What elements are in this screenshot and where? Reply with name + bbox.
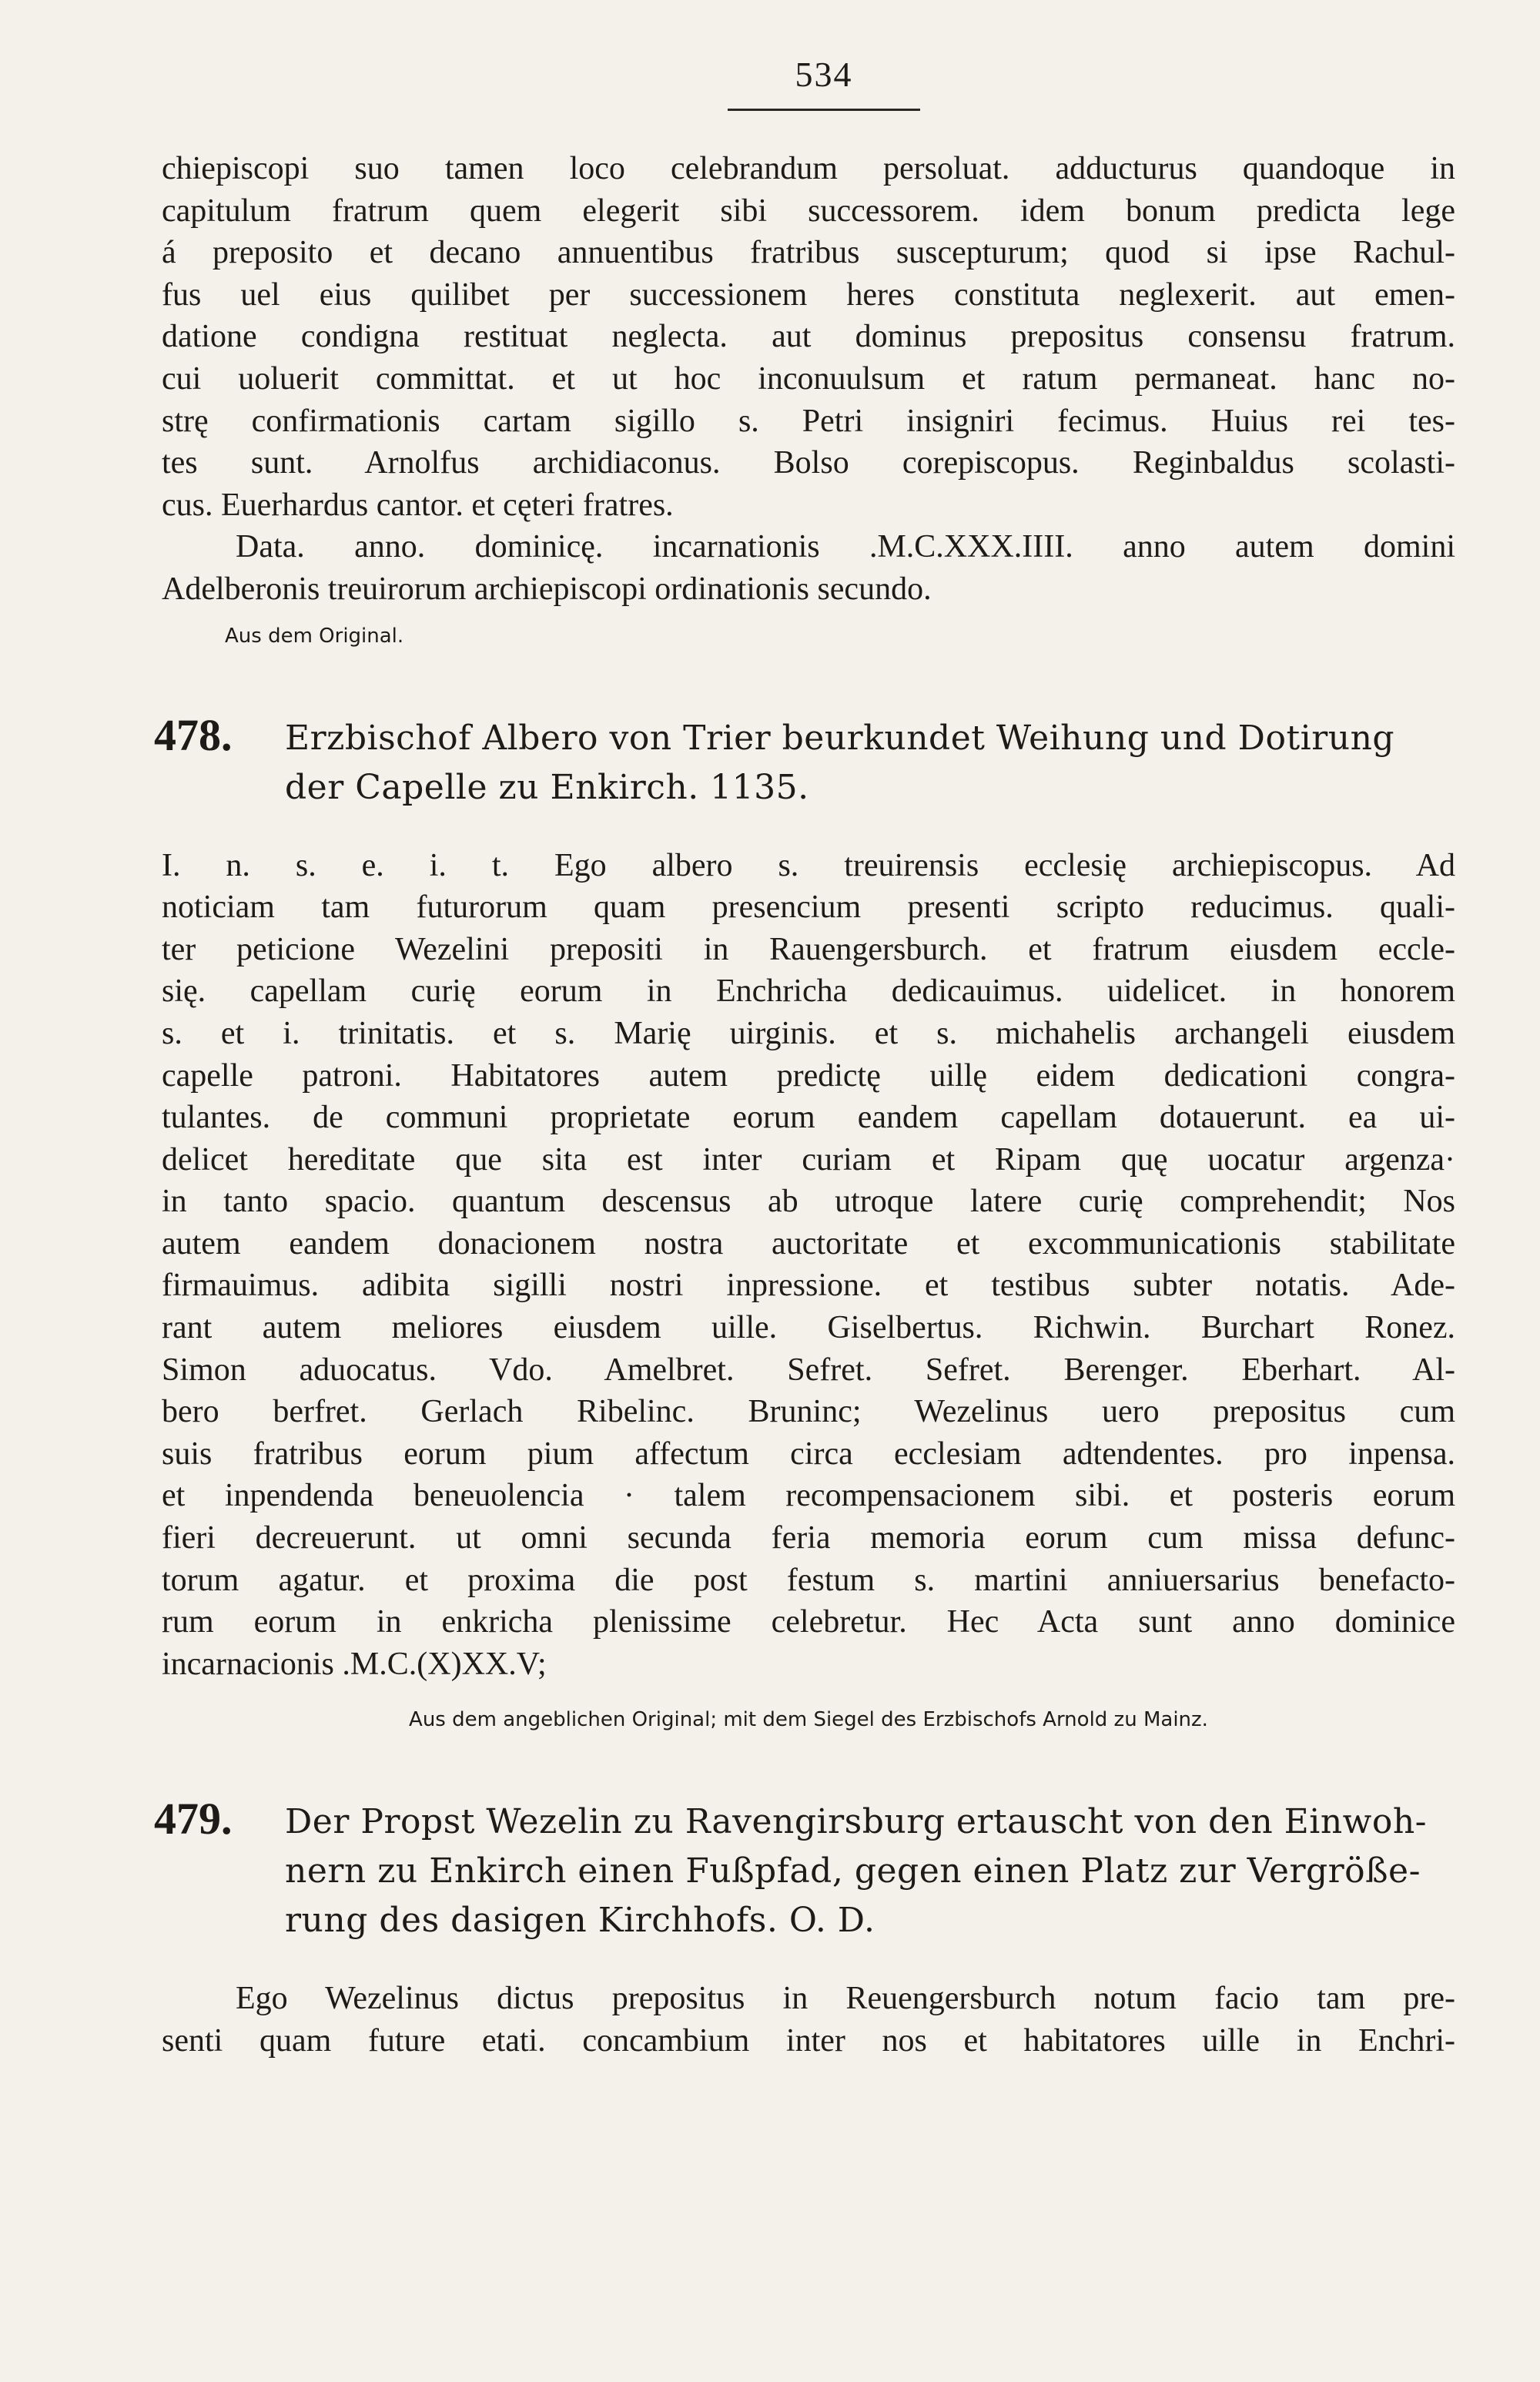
date-line: Adelberonis treuirorum archiepiscopi ordinationis secundo.: [162, 571, 932, 607]
charter-heading-479: [154, 1794, 1455, 1945]
text-line: incarnacionis .M.C.(X)XX.V;: [162, 1646, 547, 1682]
charter-title: [162, 714, 1455, 812]
text-line: fieri decreuerunt. ut omni secunda feria memoria eorum cum missa defunc-: [162, 1520, 1455, 1556]
text-line: capelle patroni. Habitatores autem predictę uillę eidem dedicationi congra-: [162, 1057, 1455, 1094]
text-line: autem eandem donacionem nostra auctoritate et excommunicationis stabilitate: [162, 1225, 1455, 1261]
text-line: Ego Wezelinus dictus prepositus in Reuengersburch notum facio tam pre-: [236, 1981, 1455, 2017]
text-line: noticiam tam futurorum quam presencium presenti scripto reducimus. quali-: [162, 889, 1455, 926]
charter-number: 479.: [154, 1794, 233, 1844]
text-line: się. capellam curię eorum in Enchricha dedicauimus. uidelicet. in honorem: [162, 973, 1455, 1010]
text-line: I. n. s. e. i. t. Ego albero s. treuirensis ecclesię archiepiscopus. Ad: [162, 847, 1455, 883]
text-line: capitulum fratrum quem elegerit sibi successorem. idem bonum predicta lege: [162, 193, 1455, 229]
source-note: Aus dem angeblichen Original; mit dem Siegel des Erzbischofs Arnold zu Mainz.: [409, 1708, 1208, 1732]
title-line: Der Propst Wezelin zu Ravengirsburg ertauscht von den Einwoh-: [285, 1802, 1428, 1842]
text-line: in tanto spacio. quantum descensus ab utroque latere curię comprehendit; Nos: [162, 1184, 1455, 1220]
text-line: tulantes. de communi proprietate eorum eandem capellam dotauerunt. ea ui-: [162, 1100, 1455, 1136]
charter-479-text: [162, 1978, 1455, 2062]
text-line: delicet hereditate que sita est inter curiam et Ripam quę uocatur argenza·: [162, 1141, 1455, 1178]
text-line: fus uel eius quilibet per successionem heres constituta neglexerit. aut emen-: [162, 276, 1455, 313]
text-line: cus. Euerhardus cantor. et cęteri fratres.: [162, 487, 674, 523]
text-line: tes sunt. Arnolfus archidiaconus. Bolso corepiscopus. Reginbaldus scolasti-: [162, 445, 1455, 481]
text-line: senti quam future etati. concambium inter nos et habitatores uille in Enchri-: [162, 2023, 1455, 2059]
charter-heading-478: [154, 709, 1455, 812]
source-note: Aus dem Original.: [225, 624, 404, 648]
charter-478-text: [162, 845, 1455, 1686]
previous-charter-text: [162, 148, 1455, 526]
text-line: rum eorum in enkricha plenissime celebretur. Hec Acta sunt anno dominice: [162, 1604, 1455, 1640]
title-line: Erzbischof Albero von Trier beurkundet Weihung und Dotirung: [285, 718, 1395, 758]
text-line: á preposito et decano annuentibus fratribus suscepturum; quod si ipse Rachul-: [162, 235, 1455, 271]
charter-number: 478.: [154, 709, 233, 760]
previous-charter-date: [162, 526, 1455, 610]
text-line: torum agatur. et proxima die post festum s. martini anniuersarius benefacto-: [162, 1562, 1455, 1598]
charter-title: [162, 1797, 1455, 1945]
text-line: suis fratribus eorum pium affectum circa ecclesiam adtendentes. pro inpensa.: [162, 1436, 1455, 1472]
text-line: chiepiscopi suo tamen loco celebrandum persoluat. adducturus quandoque in: [162, 151, 1455, 186]
text-line: et inpendenda beneuolencia · talem recompensacionem sibi. et posteris eorum: [162, 1478, 1455, 1514]
text-line: strę confirmationis cartam sigillo s. Petri insigniri fecimus. Huius rei tes-: [162, 403, 1455, 439]
text-line: ter peticione Wezelini prepositi in Rauengersburch. et fratrum eiusdem eccle-: [162, 931, 1455, 967]
text-line: datione condigna restituat neglecta. aut dominus prepositus consensu fratrum.: [162, 319, 1455, 355]
text-line: firmauimus. adibita sigilli nostri inpressione. et testibus subter notatis. Ade-: [162, 1268, 1455, 1304]
page-number-rule: [728, 109, 920, 111]
document-page: [154, 54, 1455, 2062]
text-line: rant autem meliores eiusdem uille. Giselbertus. Richwin. Burchart Ronez.: [162, 1310, 1455, 1346]
text-line: s. et i. trinitatis. et s. Marię uirginis. et s. michahelis archangeli eiusdem: [162, 1015, 1455, 1051]
title-line: rung des dasigen Kirchhofs. O. D.: [285, 1901, 875, 1941]
page-number: 534: [795, 55, 853, 94]
title-line: der Capelle zu Enkirch. 1135.: [285, 767, 809, 807]
text-line: Simon aduocatus. Vdo. Amelbret. Sefret. Sefret. Berenger. Eberhart. Al-: [162, 1352, 1455, 1388]
date-line: Data. anno. dominicę. incarnationis .M.C.XXX.IIII. anno autem domini: [236, 529, 1455, 565]
title-line: nern zu Enkirch einen Fußpfad, gegen einen Platz zur Vergröße-: [285, 1851, 1421, 1891]
text-line: cui uoluerit committat. et ut hoc inconuulsum et ratum permaneat. hanc no-: [162, 360, 1455, 397]
text-line: bero berfret. Gerlach Ribelinc. Bruninc; Wezelinus uero prepositus cum: [162, 1394, 1455, 1430]
